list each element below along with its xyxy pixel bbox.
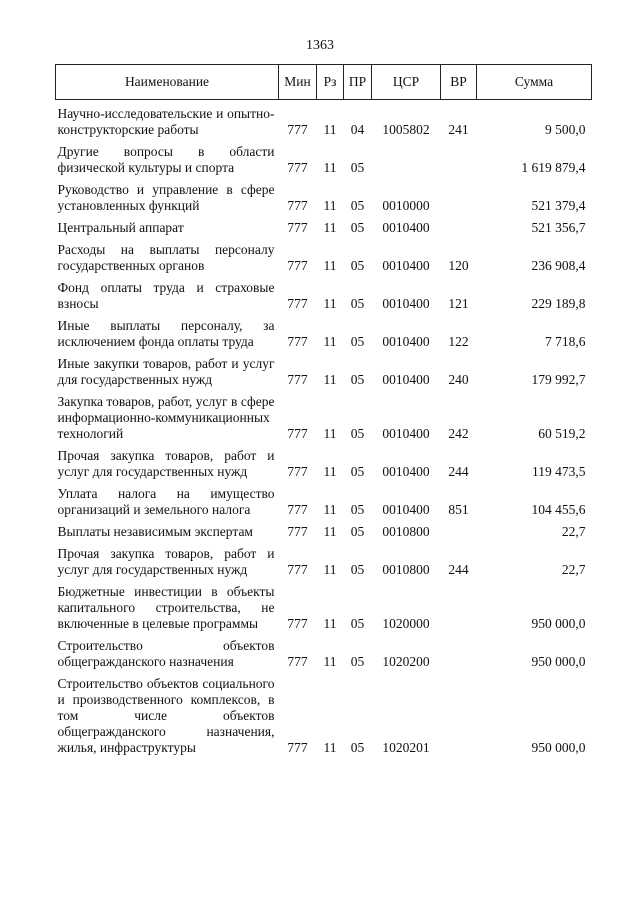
cell-rz: 11 xyxy=(323,160,337,175)
table-row xyxy=(56,274,592,312)
cell-vr: 121 xyxy=(448,296,469,311)
cell-sum: 521 379,4 xyxy=(531,198,586,213)
cell-vr: 242 xyxy=(448,426,469,441)
cell-pr: 05 xyxy=(350,334,365,349)
cell-vr xyxy=(441,670,477,756)
cell-pr: 05 xyxy=(350,372,365,387)
cell-pr: 04 xyxy=(350,122,365,137)
table-row xyxy=(56,518,592,540)
cell-vr xyxy=(441,632,477,670)
cell-sum: 950 000,0 xyxy=(531,654,586,669)
cell-pr: 05 xyxy=(350,160,365,175)
cell-sum: 22,7 xyxy=(561,562,586,577)
cell-name: Выплаты независимым экспертам xyxy=(57,524,253,539)
cell-csr: 1020000 xyxy=(382,616,430,631)
cell-min: 777 xyxy=(287,258,308,273)
cell-pr: 05 xyxy=(350,562,365,577)
cell-min: 777 xyxy=(287,220,308,235)
table-row xyxy=(56,312,592,350)
cell-csr: 0010400 xyxy=(382,426,430,441)
cell-csr: 1020200 xyxy=(382,654,430,669)
cell-name: Расходы на выплаты персоналу государственных органов xyxy=(57,242,275,273)
cell-vr: 120 xyxy=(448,258,469,273)
table-row xyxy=(56,350,592,388)
table-row xyxy=(56,100,592,139)
cell-sum: 104 455,6 xyxy=(531,502,586,517)
table-row xyxy=(56,540,592,578)
cell-vr xyxy=(441,176,477,214)
cell-min: 777 xyxy=(287,426,308,441)
table-row xyxy=(56,632,592,670)
cell-sum: 22,7 xyxy=(561,524,586,539)
header-min: Мин xyxy=(279,65,317,100)
cell-pr: 05 xyxy=(350,220,365,235)
cell-rz: 11 xyxy=(323,372,337,387)
header-pr: ПР xyxy=(344,65,372,100)
cell-csr: 0010800 xyxy=(382,524,430,539)
cell-csr: 0010400 xyxy=(382,502,430,517)
cell-sum: 119 473,5 xyxy=(532,464,586,479)
cell-name: Руководство и управление в сфере установленных функций xyxy=(57,182,275,213)
cell-vr: 241 xyxy=(448,122,469,137)
cell-name: Иные выплаты персоналу, за исключением фонда оплаты труда xyxy=(57,318,275,349)
cell-vr: 851 xyxy=(448,502,469,517)
cell-rz: 11 xyxy=(323,334,337,349)
cell-pr: 05 xyxy=(350,616,365,631)
cell-vr: 244 xyxy=(448,562,469,577)
cell-rz: 11 xyxy=(323,654,337,669)
cell-rz: 11 xyxy=(323,220,337,235)
cell-name: Прочая закупка товаров, работ и услуг для государственных нужд xyxy=(57,448,275,479)
cell-csr: 0010000 xyxy=(382,198,430,213)
cell-csr xyxy=(372,138,441,176)
table-row xyxy=(56,442,592,480)
cell-sum: 950 000,0 xyxy=(531,616,586,631)
cell-csr: 0010400 xyxy=(382,258,430,273)
cell-rz: 11 xyxy=(323,258,337,273)
cell-vr xyxy=(441,214,477,236)
page-number: 1363 xyxy=(306,38,334,53)
cell-sum: 229 189,8 xyxy=(531,296,586,311)
cell-sum: 7 718,6 xyxy=(545,334,586,349)
cell-csr: 0010800 xyxy=(382,562,430,577)
header-sum: Сумма xyxy=(477,65,592,100)
table-row xyxy=(56,480,592,518)
table-body xyxy=(56,100,592,757)
cell-pr: 05 xyxy=(350,740,365,755)
cell-csr: 0010400 xyxy=(382,464,430,479)
cell-sum: 521 356,7 xyxy=(531,220,586,235)
cell-csr: 0010400 xyxy=(382,220,430,235)
cell-pr: 05 xyxy=(350,198,365,213)
cell-sum: 1 619 879,4 xyxy=(521,160,586,175)
table-row xyxy=(56,236,592,274)
cell-rz: 11 xyxy=(323,198,337,213)
table-row xyxy=(56,578,592,632)
cell-csr: 1005802 xyxy=(382,122,430,137)
cell-min: 777 xyxy=(287,160,308,175)
cell-sum: 950 000,0 xyxy=(531,740,586,755)
header-csr: ЦСР xyxy=(372,65,441,100)
cell-min: 777 xyxy=(287,502,308,517)
cell-vr xyxy=(441,578,477,632)
cell-min: 777 xyxy=(287,296,308,311)
cell-name: Центральный аппарат xyxy=(57,220,184,235)
cell-name: Иные закупки товаров, работ и услуг для государственных нужд xyxy=(57,356,275,387)
cell-min: 777 xyxy=(287,372,308,387)
cell-vr: 122 xyxy=(448,334,469,349)
cell-name: Другие вопросы в области физической культуры и спорта xyxy=(57,144,275,175)
cell-vr xyxy=(441,138,477,176)
cell-pr: 05 xyxy=(350,524,365,539)
cell-pr: 05 xyxy=(350,654,365,669)
cell-pr: 05 xyxy=(350,258,365,273)
cell-pr: 05 xyxy=(350,502,365,517)
cell-min: 777 xyxy=(287,334,308,349)
cell-name: Закупка товаров, работ, услуг в сфере информационно-коммуникационных технологий xyxy=(57,394,275,441)
cell-pr: 05 xyxy=(350,464,365,479)
table-row xyxy=(56,388,592,442)
cell-name: Прочая закупка товаров, работ и услуг для государственных нужд xyxy=(57,546,275,577)
cell-rz: 11 xyxy=(323,296,337,311)
cell-csr: 0010400 xyxy=(382,334,430,349)
cell-sum: 60 519,2 xyxy=(538,426,586,441)
table-row xyxy=(56,670,592,756)
cell-csr: 1020201 xyxy=(382,740,430,755)
header-name: Наименование xyxy=(56,65,279,100)
cell-vr: 244 xyxy=(448,464,469,479)
cell-pr: 05 xyxy=(350,296,365,311)
cell-min: 777 xyxy=(287,616,308,631)
cell-rz: 11 xyxy=(323,616,337,631)
cell-csr: 0010400 xyxy=(382,296,430,311)
cell-name: Бюджетные инвестиции в объекты капитального строительства, не включенные в целевые программы xyxy=(57,584,275,631)
cell-min: 777 xyxy=(287,524,308,539)
header-vr: ВР xyxy=(441,65,477,100)
cell-sum: 179 992,7 xyxy=(531,372,586,387)
table-row xyxy=(56,176,592,214)
table-row xyxy=(56,214,592,236)
cell-name: Уплата налога на имущество организаций и земельного налога xyxy=(57,486,275,517)
cell-name: Строительство объектов общегражданского назначения xyxy=(57,638,275,669)
cell-rz: 11 xyxy=(323,426,337,441)
cell-min: 777 xyxy=(287,464,308,479)
cell-name: Научно-исследовательские и опытно-конструкторские работы xyxy=(57,106,275,137)
cell-rz: 11 xyxy=(323,562,337,577)
cell-rz: 11 xyxy=(323,464,337,479)
cell-rz: 11 xyxy=(323,502,337,517)
cell-rz: 11 xyxy=(323,122,337,137)
cell-sum: 236 908,4 xyxy=(531,258,586,273)
cell-vr xyxy=(441,518,477,540)
cell-min: 777 xyxy=(287,740,308,755)
cell-min: 777 xyxy=(287,654,308,669)
cell-min: 777 xyxy=(287,198,308,213)
cell-rz: 11 xyxy=(323,524,337,539)
table-row xyxy=(56,138,592,176)
header-rz: Рз xyxy=(317,65,344,100)
budget-table xyxy=(55,64,592,756)
cell-sum: 9 500,0 xyxy=(545,122,586,137)
cell-name: Строительство объектов социального и производственного комплексов, в том числе объектов общегражданского назначения, жилья, инфраструктуры xyxy=(57,676,275,755)
table-header xyxy=(56,65,592,100)
cell-min: 777 xyxy=(287,122,308,137)
cell-pr: 05 xyxy=(350,426,365,441)
cell-rz: 11 xyxy=(323,740,337,755)
cell-min: 777 xyxy=(287,562,308,577)
cell-vr: 240 xyxy=(448,372,469,387)
cell-name: Фонд оплаты труда и страховые взносы xyxy=(57,280,275,311)
cell-csr: 0010400 xyxy=(382,372,430,387)
